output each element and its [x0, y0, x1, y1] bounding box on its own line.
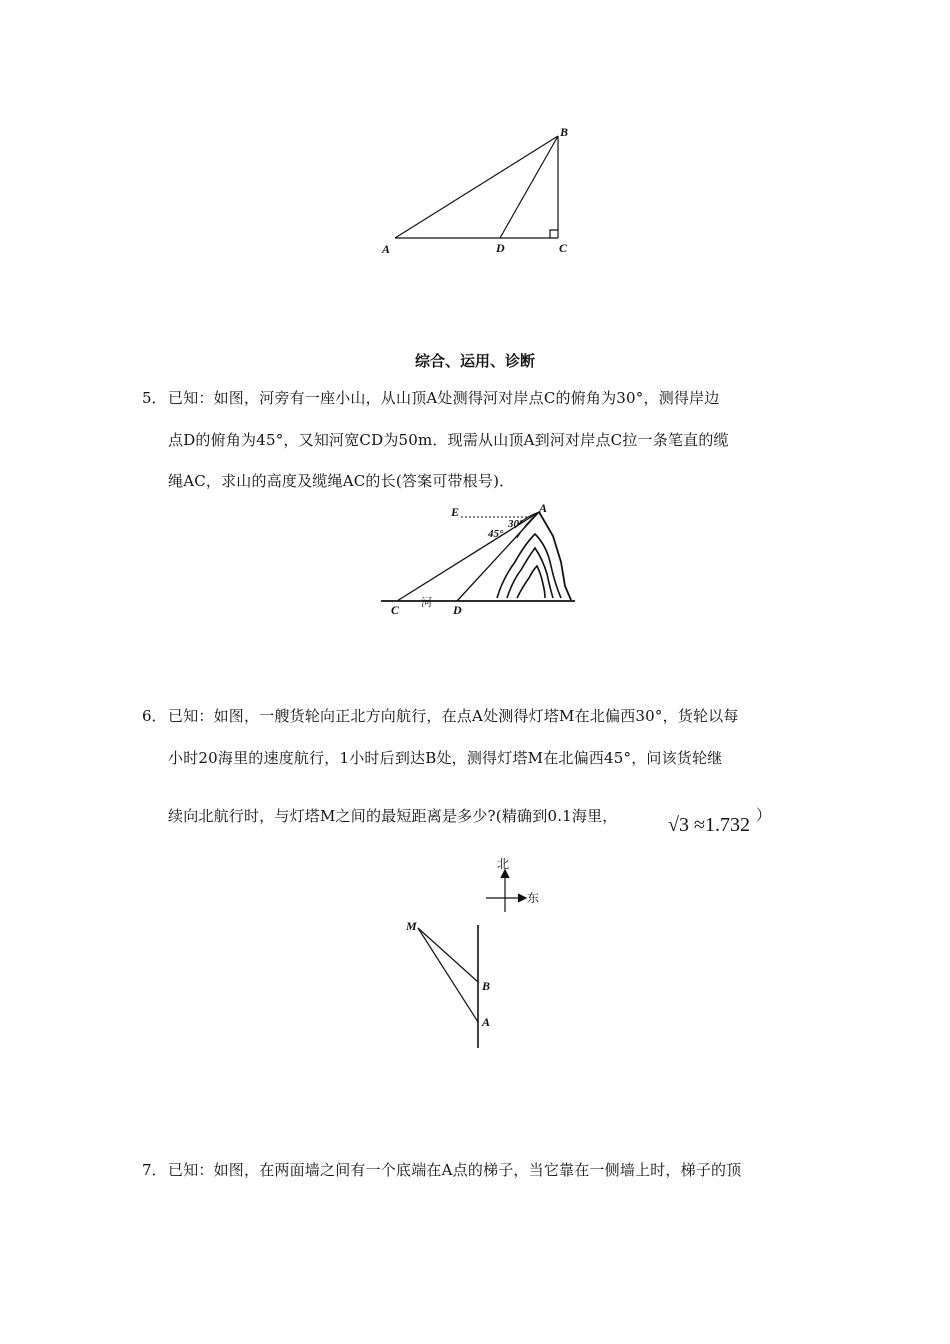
label-river: 河	[421, 596, 432, 609]
problem-5-line-1: 已知：如图，河旁有一座小山，从山顶A处测得河对岸点C的俯角为30°，测得岸边	[168, 389, 720, 407]
label-b: B	[560, 125, 569, 139]
label-d: D	[496, 241, 505, 255]
label-d: D	[453, 603, 462, 617]
problem-6-number: 6．	[142, 707, 167, 725]
label-east: 东	[527, 891, 540, 905]
figure-triangle-abc	[370, 120, 590, 260]
label-b: B	[482, 979, 491, 993]
label-c: C	[559, 241, 568, 255]
angle-30: 30°	[508, 518, 524, 530]
angle-45: 45°	[488, 528, 504, 540]
problem-7-line-1: 已知：如图，在两面墙之间有一个底端在A点的梯子，当它靠在一侧墙上时，梯子的顶	[168, 1161, 742, 1179]
problem-6-line-2: 小时20海里的速度航行，1小时后到达B处，测得灯塔M在北偏西45°，问该货轮继	[168, 749, 723, 767]
problem-6-line-3: 续向北航行时，与灯塔M之间的最短距离是多少?(精确到0.1海里，	[168, 807, 618, 825]
label-north: 北	[497, 857, 510, 871]
label-c: C	[391, 603, 400, 617]
section-heading: 综合、运用、诊断	[414, 352, 535, 370]
problem-7-number: 7．	[142, 1161, 167, 1179]
label-a: A	[382, 242, 391, 256]
figure-hill-river	[375, 500, 585, 620]
figure-bearing	[400, 858, 550, 1050]
label-a-top: A	[539, 501, 548, 515]
problem-5-number: 5．	[142, 389, 167, 407]
label-a: A	[482, 1015, 491, 1029]
sqrt-formula: √3 ≈1.732	[668, 814, 750, 836]
problem-5-line-3: 绳AC，求山的高度及缆绳AC的长(答案可带根号)．	[168, 472, 515, 490]
label-m: M	[406, 919, 417, 933]
problem-6-line-1: 已知：如图，一艘货轮向正北方向航行，在点A处测得灯塔M在北偏西30°，货轮以每	[168, 707, 739, 725]
label-e: E	[451, 505, 460, 519]
formula-close-paren: ）	[756, 806, 772, 824]
problem-5-line-2: 点D的俯角为45°，又知河宽CD为50m．现需从山顶A到河对岸点C拉一条笔直的缆	[168, 431, 729, 449]
